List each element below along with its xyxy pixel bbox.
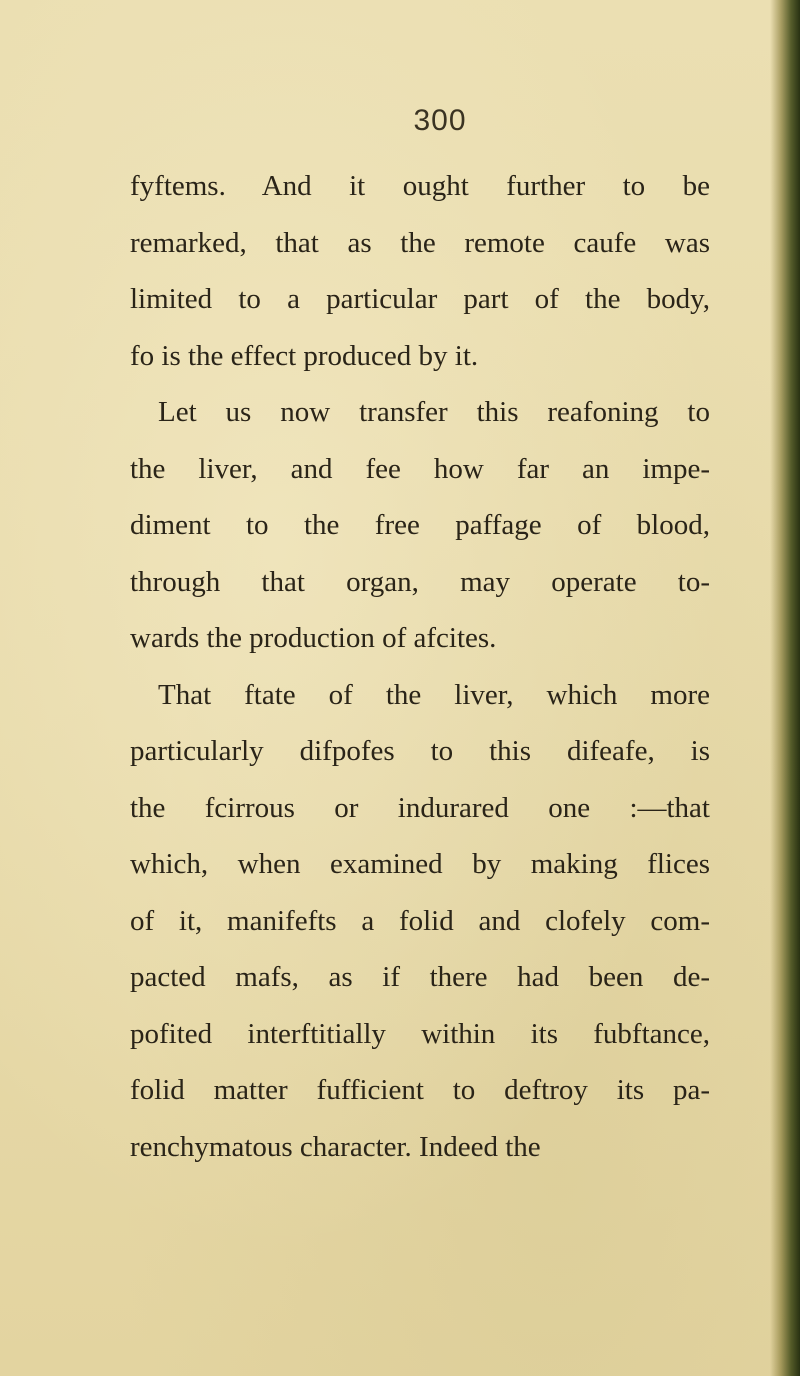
text-line: fo is the effect produced by it.: [130, 339, 479, 372]
text-line: of it, manifefts a folid and clofely com-: [130, 904, 710, 937]
text-line: which, when examined by making flices: [130, 848, 710, 880]
body-text: [130, 158, 710, 1175]
text-line: pofited interftitially within its fubftance,: [130, 1017, 710, 1050]
text-line: pacted mafs, as if there had been de-: [130, 961, 710, 993]
text-line: Let us now transfer this reafoning to: [158, 396, 710, 428]
text-line: renchymatous character. Indeed the: [130, 1130, 541, 1163]
text-line: folid matter fufficient to deftroy its pa-: [130, 1074, 710, 1106]
page-number: 300: [413, 104, 467, 137]
text-line: the liver, and fee how far an impe-: [130, 452, 710, 485]
text-line: That ftate of the liver, which more: [158, 678, 710, 711]
text-line: fyftems. And it ought further to be: [130, 170, 710, 202]
page-binding-edge: [770, 0, 800, 1376]
text-line: through that organ, may operate to-: [130, 565, 710, 598]
text-line: particularly difpofes to this difeafe, is: [130, 735, 710, 767]
text-line: the fcirrous or indurared one :—that: [130, 791, 710, 824]
text-line: diment to the free paffage of blood,: [130, 509, 710, 541]
text-line: remarked, that as the remote caufe was: [130, 226, 710, 259]
text-line: wards the production of afcites.: [130, 622, 497, 654]
text-line: limited to a particular part of the body,: [130, 283, 710, 315]
